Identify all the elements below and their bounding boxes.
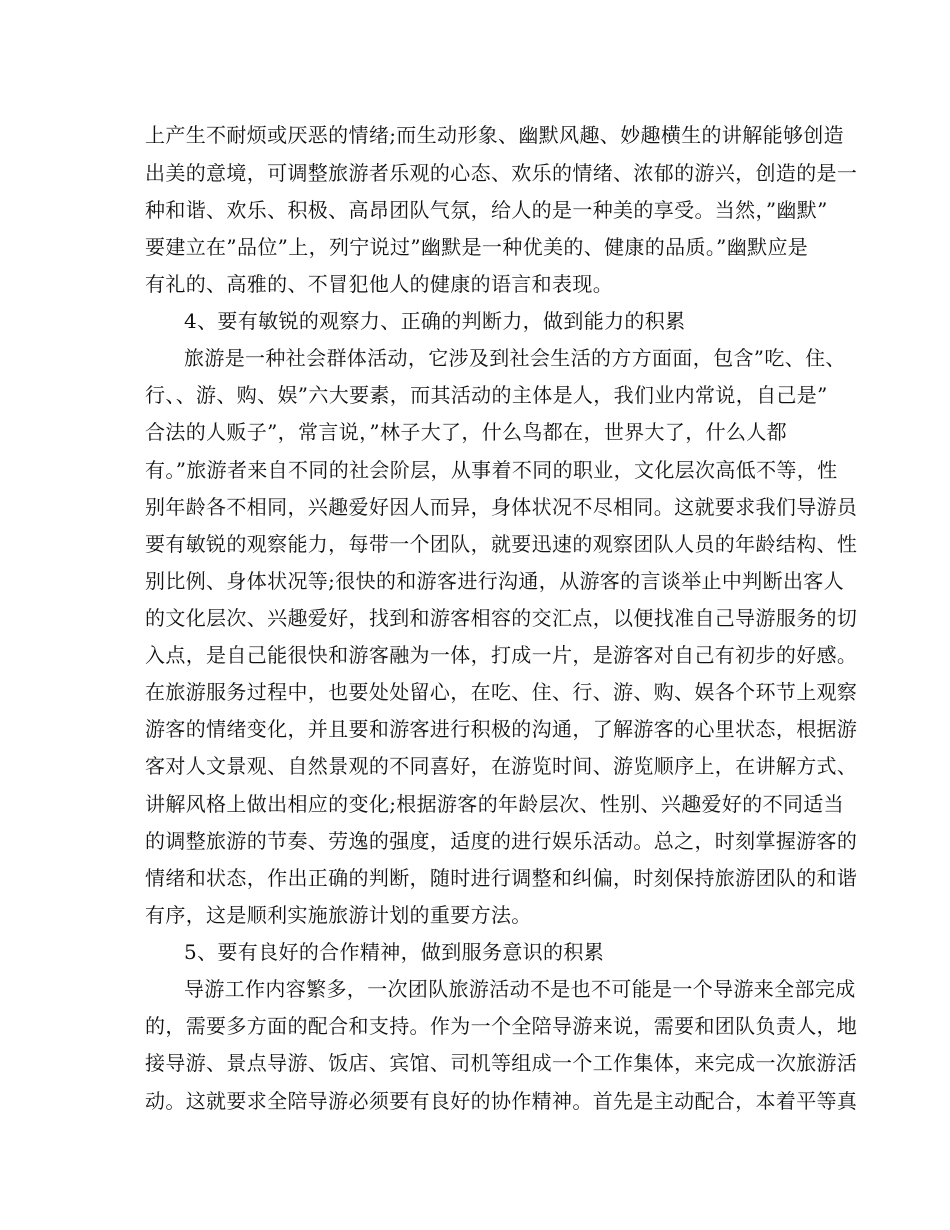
paragraph-line: 导游工作内容繁多，一次团队旅游活动不是也不可能是一个导游来全部完成 xyxy=(184,977,856,1001)
paragraph-line: 要有敏锐的观察能力，每带一个团队，就要迅速的观察团队人员的年龄结构、性 xyxy=(145,532,858,556)
paragraph-line: 出美的意境，可调整旅游者乐观的心态、欢乐的情绪、浓郁的游兴，创造的是一 xyxy=(145,161,858,185)
paragraph-line: 别比例、身体状况等;很快的和游客进行沟通，从游客的言谈举止中判断出客人 xyxy=(145,569,844,593)
paragraph-line: 有礼的、高雅的、不冒犯他人的健康的语言和表现。 xyxy=(145,272,614,296)
paragraph-line: 入点，是自己能很快和游客融为一体，打成一片，是游客对自己有初步的好感。 xyxy=(145,643,858,667)
paragraph-line: 的调整旅游的节奏、劳逸的强度，适度的进行娱乐活动。总之，时刻掌握游客的 xyxy=(145,829,858,853)
paragraph-line: 的，需要多方面的配合和支持。作为一个全陪导游来说，需要和团队负责人，地 xyxy=(145,1014,858,1038)
section-heading: 4、要有敏锐的观察力、正确的判断力，做到能力的积累 xyxy=(184,309,686,333)
paragraph-line: 上产生不耐烦或厌恶的情绪;而生动形象、幽默风趣、妙趣横生的讲解能够创造 xyxy=(145,123,844,147)
paragraph-line: 的文化层次、兴趣爱好，找到和游客相容的交汇点，以便找准自己导游服务的切 xyxy=(145,606,858,630)
paragraph-line: 有序，这是顺利实施旅游计划的重要方法。 xyxy=(145,903,532,927)
paragraph-line: 有。”旅游者来自不同的社会阶层，从事着不同的职业，文化层次高低不等，性 xyxy=(145,458,838,482)
paragraph-line: 讲解风格上做出相应的变化;根据游客的年龄层次、性别、兴趣爱好的不同适当 xyxy=(145,792,844,816)
paragraph-line: 行、、游、购、娱”六大要素，而其活动的主体是人，我们业内常说，自己是” xyxy=(145,383,828,407)
paragraph-line: 情绪和状态，作出正确的判断，随时进行调整和纠偏，时刻保持旅游团队的和谐 xyxy=(145,866,858,890)
paragraph-line: 合法的人贩子”，常言说，”林子大了，什么鸟都在，世界大了，什么人都 xyxy=(145,420,787,444)
paragraph-line: 动。这就要求全陪导游必须要有良好的协作精神。首先是主动配合，本着平等真 xyxy=(145,1089,858,1113)
paragraph-line: 接导游、景点导游、饭店、宾馆、司机等组成一个工作集体，来完成一次旅游活 xyxy=(145,1051,858,1075)
paragraph-line: 旅游是一种社会群体活动，它涉及到社会生活的方方面面，包含”吃、住、 xyxy=(184,346,846,370)
paragraph-line: 客对人文景观、自然景观的不同喜好，在游览时间、游览顺序上，在讲解方式、 xyxy=(145,754,858,778)
section-heading: 5、要有良好的合作精神，做到服务意识的积累 xyxy=(184,940,605,964)
paragraph-line: 在旅游服务过程中，也要处处留心，在吃、住、行、游、购、娱各个环节上观察 xyxy=(145,680,858,704)
paragraph-line: 种和谐、欢乐、积极、高昂团队气氛，给人的是一种美的享受。当然，”幽默” xyxy=(145,198,828,222)
paragraph-line: 游客的情绪变化，并且要和游客进行积极的沟通，了解游客的心里状态，根据游 xyxy=(145,717,858,741)
paragraph-line: 要建立在”品位”上，列宁说过”幽默是一种优美的、健康的品质。”幽默应是 xyxy=(145,235,809,259)
paragraph-line: 别年龄各不相同，兴趣爱好因人而异，身体状况不尽相同。这就要求我们导游员 xyxy=(145,495,858,519)
